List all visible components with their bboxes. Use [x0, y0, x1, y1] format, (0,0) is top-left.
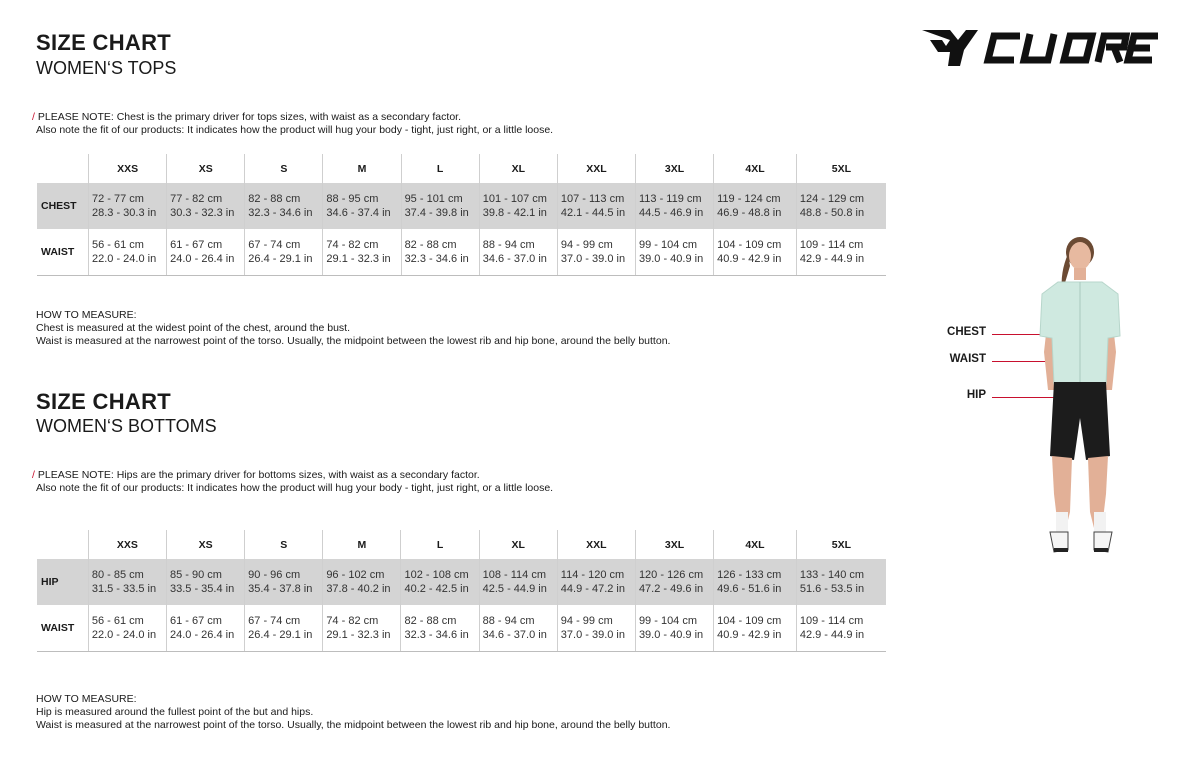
measure-cell	[167, 559, 245, 605]
inch-value: 22.0 - 24.0 in	[92, 253, 157, 265]
measure-cell	[635, 559, 713, 605]
measure-cell	[89, 229, 167, 276]
tops-title: SIZE CHART	[36, 30, 171, 55]
header-blank	[37, 154, 89, 183]
cm-value: 88 - 94 cm	[482, 615, 535, 627]
inch-value: 32.3 - 34.6 in	[248, 207, 313, 219]
bottoms-subtitle: WOMEN‘S BOTTOMS	[36, 416, 217, 436]
size-column-header: 3XL	[635, 530, 713, 559]
cm-value: 94 - 99 cm	[560, 239, 613, 251]
measure-cell	[714, 183, 797, 229]
inch-value: 31.5 - 33.5 in	[91, 583, 157, 595]
inch-value: 26.4 - 29.1 in	[248, 253, 313, 265]
inch-value: 33.5 - 35.4 in	[170, 583, 235, 595]
measure-cell	[323, 559, 401, 605]
cm-value: 80 - 85 cm	[91, 569, 144, 581]
tops-howto-title: HOW TO MEASURE:	[36, 309, 137, 321]
row-label: WAIST	[37, 605, 88, 652]
logo-wordmark	[988, 34, 1158, 62]
tops-header-row	[37, 154, 886, 183]
measure-cell	[714, 559, 797, 605]
cm-value: 82 - 88 cm	[404, 615, 457, 627]
inch-value: 46.9 - 48.8 in	[717, 207, 782, 219]
measure-cell	[557, 605, 635, 652]
measure-cell	[714, 605, 797, 652]
inch-value: 26.4 - 29.1 in	[248, 629, 313, 641]
cm-value: 104 - 109 cm	[717, 239, 782, 251]
inch-value: 37.0 - 39.0 in	[560, 629, 625, 641]
measure-cell	[401, 605, 479, 652]
inch-value: 39.8 - 42.1 in	[482, 207, 547, 219]
tops-subtitle: WOMEN‘S TOPS	[36, 58, 177, 78]
bottoms-how-to-measure	[36, 693, 670, 732]
cm-value: 90 - 96 cm	[248, 569, 301, 581]
cm-value: 101 - 107 cm	[482, 193, 547, 205]
measure-cell	[167, 605, 245, 652]
measure-cell	[88, 559, 166, 605]
cm-value: 61 - 67 cm	[170, 239, 223, 251]
inch-value: 48.8 - 50.8 in	[799, 207, 865, 219]
size-column-header: S	[245, 154, 323, 183]
waist-measure-label: WAIST	[949, 353, 986, 365]
tops-how-to-measure	[36, 309, 670, 348]
measure-cell	[323, 605, 401, 652]
cm-value: 95 - 101 cm	[404, 193, 463, 205]
cm-value: 99 - 104 cm	[638, 239, 698, 251]
inch-value: 39.0 - 40.9 in	[638, 629, 704, 641]
size-column-header: XXL	[557, 154, 635, 183]
measure-cell	[557, 559, 635, 605]
bottoms-header-row	[37, 530, 886, 559]
measure-cell	[796, 183, 886, 229]
note-slash: /	[32, 469, 35, 481]
inch-value: 49.6 - 51.6 in	[717, 583, 782, 595]
size-column-header: XXS	[89, 154, 167, 183]
cm-value: 113 - 119 cm	[638, 193, 702, 205]
cm-value: 61 - 67 cm	[170, 615, 222, 627]
measure-cell	[479, 559, 557, 605]
bottoms-note-line1: PLEASE NOTE: Hips are the primary driver for bottoms sizes, with waist as a secondary factor.	[37, 469, 480, 481]
cm-value: 85 - 90 cm	[170, 569, 222, 581]
cuore-logo	[920, 26, 1160, 70]
inch-value: 39.0 - 40.9 in	[638, 253, 704, 265]
measure-row-waist	[37, 605, 886, 652]
bottoms-note-line2: Also note the fit of our products: It indicates how the product will hug your body - tight, just right, or a little loose.	[36, 482, 554, 494]
inch-value: 29.1 - 32.3 in	[326, 253, 391, 265]
note-slash: /	[32, 111, 35, 123]
inch-value: 30.3 - 32.3 in	[170, 207, 235, 219]
measure-cell	[635, 605, 713, 652]
tops-howto-line: Chest is measured at the widest point of the chest, around the bust.	[36, 322, 351, 334]
cm-value: 108 - 114 cm	[482, 569, 547, 581]
cm-value: 67 - 74 cm	[248, 239, 301, 251]
cm-value: 109 - 114 cm	[799, 615, 864, 627]
cm-value: 109 - 114 cm	[799, 239, 864, 251]
cm-value: 56 - 61 cm	[92, 239, 144, 251]
size-column-header: XXL	[557, 530, 635, 559]
bottoms-howto-title: HOW TO MEASURE:	[36, 693, 137, 705]
measure-cell	[88, 605, 166, 652]
size-column-header: M	[323, 154, 401, 183]
measure-row-chest	[37, 183, 886, 229]
inch-value: 34.6 - 37.0 in	[482, 253, 547, 265]
inch-value: 37.4 - 39.8 in	[404, 207, 469, 219]
measure-cell	[245, 559, 323, 605]
cm-value: 94 - 99 cm	[560, 615, 613, 627]
cm-value: 67 - 74 cm	[248, 615, 301, 627]
header-blank	[37, 530, 88, 559]
inch-value: 40.9 - 42.9 in	[717, 629, 782, 641]
cm-value: 104 - 109 cm	[717, 615, 782, 627]
inch-value: 44.9 - 47.2 in	[560, 583, 625, 595]
cm-value: 96 - 102 cm	[326, 569, 385, 581]
logo-mark-icon	[922, 30, 978, 66]
hip-measure-label: HIP	[966, 389, 986, 401]
cm-value: 88 - 94 cm	[482, 239, 535, 251]
size-column-header: 4XL	[714, 154, 797, 183]
cm-value: 82 - 88 cm	[404, 239, 457, 251]
size-column-header: XL	[479, 154, 557, 183]
row-label: WAIST	[37, 229, 89, 276]
size-column-header: 4XL	[714, 530, 797, 559]
measure-cell	[167, 229, 245, 276]
inch-value: 42.9 - 44.9 in	[799, 253, 865, 265]
measure-cell	[401, 559, 479, 605]
measure-cell	[479, 183, 557, 229]
measure-cell	[89, 183, 167, 229]
measure-row-waist	[37, 229, 886, 276]
measure-cell	[796, 229, 886, 276]
bottoms-howto-line: Waist is measured at the narrowest point of the torso. Usually, the midpoint between the lowest rib and hip bone, around the belly button.	[36, 719, 671, 731]
cm-value: 133 - 140 cm	[799, 569, 865, 581]
inch-value: 28.3 - 30.3 in	[92, 207, 157, 219]
tops-note-line2: Also note the fit of our products: It indicates how the product will hug your body - tight, just right, or a little loose.	[36, 124, 554, 136]
bottoms-title: SIZE CHART	[36, 389, 171, 414]
measure-cell	[245, 605, 323, 652]
cm-value: 119 - 124 cm	[717, 193, 781, 205]
inch-value: 40.2 - 42.5 in	[404, 583, 469, 595]
inch-value: 42.5 - 44.9 in	[482, 583, 547, 595]
tops-size-table	[37, 154, 886, 276]
measure-cell	[796, 605, 886, 652]
inch-value: 44.5 - 46.9 in	[638, 207, 704, 219]
measure-row-hip	[37, 559, 886, 605]
measure-cell	[796, 559, 886, 605]
measure-cell	[401, 183, 479, 229]
measure-cell	[323, 229, 401, 276]
model-figure	[1010, 232, 1150, 572]
cm-value: 107 - 113 cm	[560, 193, 625, 205]
cm-value: 56 - 61 cm	[91, 615, 144, 627]
bottoms-note	[32, 469, 553, 495]
inch-value: 42.1 - 44.5 in	[560, 207, 626, 219]
measure-cell	[479, 229, 557, 276]
measure-cell	[479, 605, 557, 652]
cm-value: 114 - 120 cm	[560, 569, 625, 581]
inch-value: 42.9 - 44.9 in	[799, 629, 865, 641]
inch-value: 37.0 - 39.0 in	[560, 253, 626, 265]
cm-value: 82 - 88 cm	[248, 193, 301, 205]
cm-value: 102 - 108 cm	[404, 569, 469, 581]
cm-value: 74 - 82 cm	[326, 239, 379, 251]
inch-value: 37.8 - 40.2 in	[326, 583, 391, 595]
tops-howto-line: Waist is measured at the narrowest point of the torso. Usually, the midpoint between the lowest rib and hip bone, around the belly button.	[36, 335, 671, 347]
size-column-header: S	[245, 530, 323, 559]
tops-note-line1: PLEASE NOTE: Chest is the primary driver for tops sizes, with waist as a secondary factor.	[37, 111, 461, 123]
inch-value: 34.6 - 37.0 in	[482, 629, 547, 641]
measure-cell	[167, 183, 245, 229]
cm-value: 99 - 104 cm	[638, 615, 698, 627]
inch-value: 24.0 - 26.4 in	[170, 253, 235, 265]
inch-value: 40.9 - 42.9 in	[717, 253, 782, 265]
size-column-header: L	[401, 154, 479, 183]
row-label: CHEST	[37, 183, 89, 229]
bottoms-howto-line: Hip is measured around the fullest point of the but and hips.	[36, 706, 314, 718]
inch-value: 34.6 - 37.4 in	[326, 207, 391, 219]
measure-cell	[401, 229, 479, 276]
measure-cell	[557, 229, 635, 276]
cm-value: 77 - 82 cm	[170, 193, 223, 205]
measure-cell	[557, 183, 635, 229]
size-column-header: 3XL	[635, 154, 713, 183]
inch-value: 51.6 - 53.5 in	[799, 583, 865, 595]
size-column-header: 5XL	[796, 530, 886, 559]
measure-cell	[714, 229, 797, 276]
size-column-header: XL	[479, 530, 557, 559]
measure-cell	[245, 183, 323, 229]
measure-cell	[245, 229, 323, 276]
size-column-header: XS	[167, 154, 245, 183]
cm-value: 126 - 133 cm	[717, 569, 782, 581]
inch-value: 47.2 - 49.6 in	[638, 583, 704, 595]
cm-value: 120 - 126 cm	[638, 569, 704, 581]
inch-value: 24.0 - 26.4 in	[170, 629, 235, 641]
cm-value: 74 - 82 cm	[326, 615, 379, 627]
bottoms-size-table	[37, 530, 886, 652]
size-column-header: 5XL	[796, 154, 886, 183]
cm-value: 88 - 95 cm	[326, 193, 379, 205]
measure-cell	[323, 183, 401, 229]
chest-measure-label: CHEST	[947, 326, 986, 338]
measure-cell	[635, 183, 713, 229]
inch-value: 32.3 - 34.6 in	[404, 253, 469, 265]
cm-value: 124 - 129 cm	[799, 193, 865, 205]
tops-note	[32, 111, 553, 137]
row-label: HIP	[37, 559, 88, 605]
cm-value: 72 - 77 cm	[92, 193, 144, 205]
inch-value: 22.0 - 24.0 in	[91, 629, 157, 641]
size-column-header: M	[323, 530, 401, 559]
inch-value: 35.4 - 37.8 in	[248, 583, 313, 595]
inch-value: 32.3 - 34.6 in	[404, 629, 469, 641]
measure-cell	[635, 229, 713, 276]
inch-value: 29.1 - 32.3 in	[326, 629, 391, 641]
size-column-header: XXS	[88, 530, 166, 559]
size-column-header: L	[401, 530, 479, 559]
size-column-header: XS	[167, 530, 245, 559]
